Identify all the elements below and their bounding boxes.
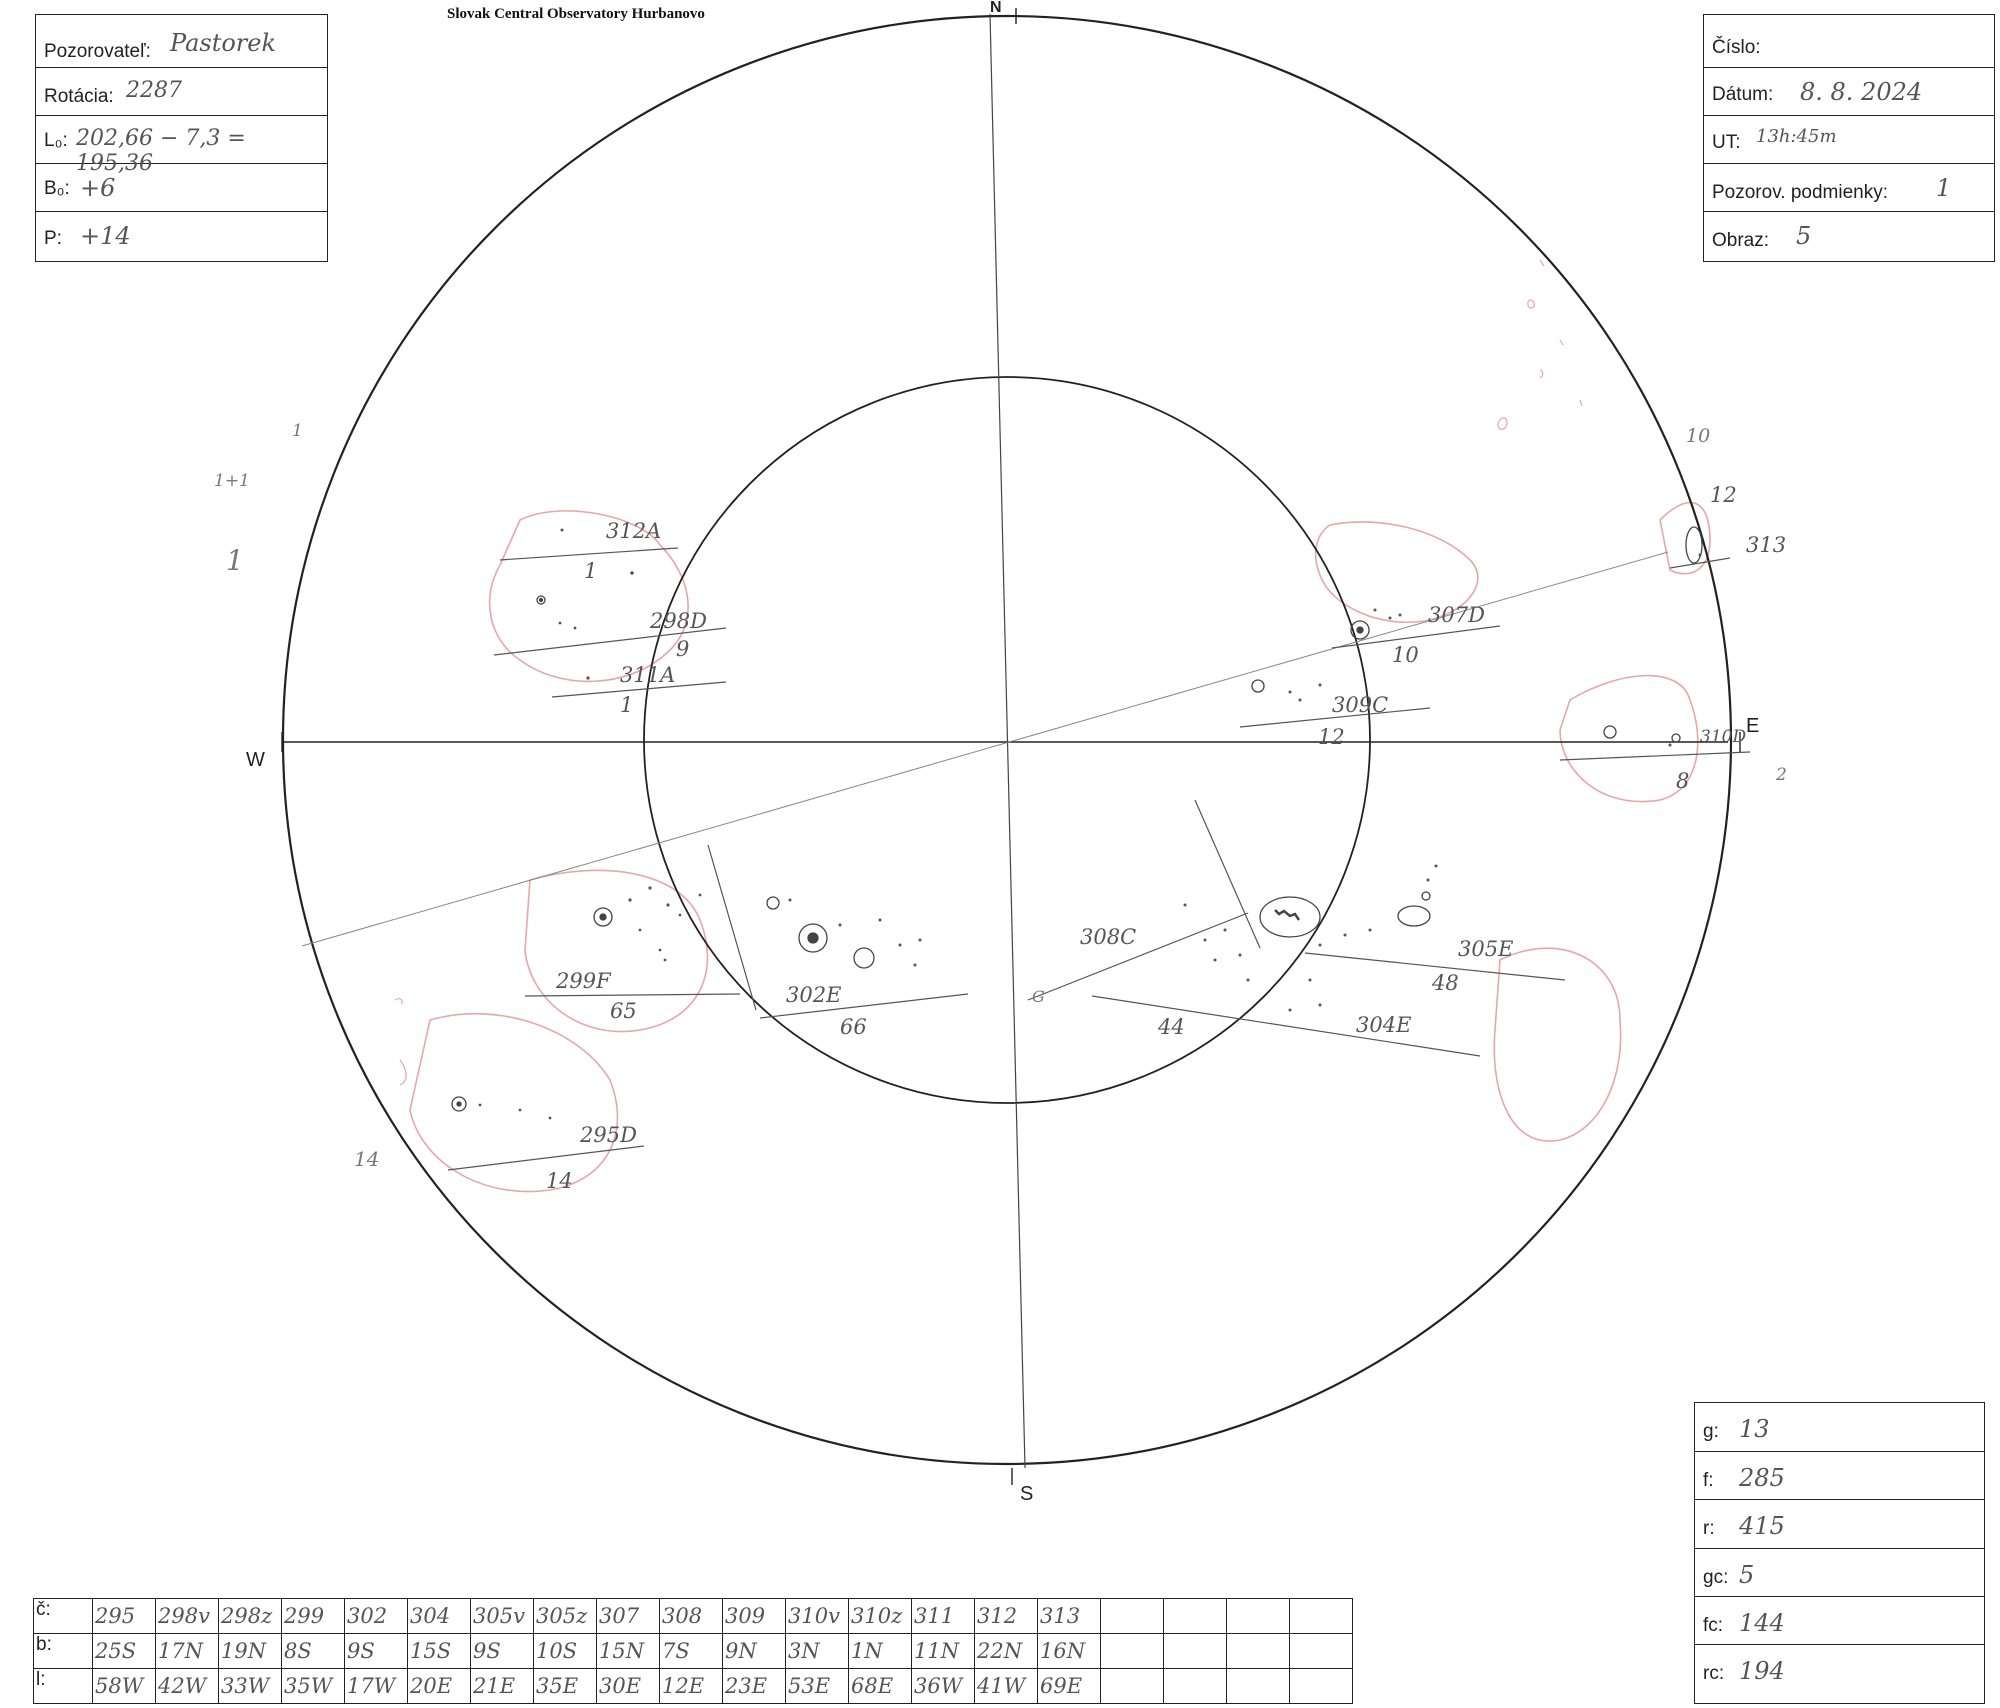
table-cell: 22N <box>975 1634 1038 1669</box>
group-label: 302E <box>786 983 842 1007</box>
table-cell: 312 <box>975 1599 1038 1634</box>
table-cell: 7S <box>660 1634 723 1669</box>
group-label: 305E <box>1458 937 1514 961</box>
east-label: E <box>1746 715 1760 737</box>
margin-note: 14 <box>354 1147 380 1171</box>
group-label: 308C <box>1080 925 1137 949</box>
table-cell <box>1101 1669 1164 1704</box>
summary-value: 13 <box>1739 1415 1770 1443</box>
table-cell <box>1164 1599 1227 1634</box>
table-cell: 36W <box>912 1669 975 1704</box>
table-cell <box>1290 1599 1353 1634</box>
summary-row <box>1695 1597 1984 1645</box>
table-cell: 305z <box>534 1599 597 1634</box>
group-label: 309C <box>1332 693 1389 717</box>
table-cell: 305v <box>471 1599 534 1634</box>
table-cell: 298v <box>156 1599 219 1634</box>
summary-value: 415 <box>1739 1512 1785 1540</box>
summary-row <box>1695 1403 1984 1452</box>
table-cell: 15S <box>408 1634 471 1669</box>
table-cell: 311 <box>912 1599 975 1634</box>
group-label: 311A <box>620 663 676 687</box>
summary-box <box>1694 1402 1985 1704</box>
margin-note: 2 <box>1776 765 1787 785</box>
table-cell: 23E <box>723 1669 786 1704</box>
summary-value: 194 <box>1739 1657 1785 1685</box>
table-cell: 8S <box>282 1634 345 1669</box>
summary-row <box>1695 1645 1984 1703</box>
group-count: 44 <box>1158 1015 1185 1039</box>
table-cell: 17W <box>345 1669 408 1704</box>
conditions-label: Pozorov. podmienky: <box>1712 182 1889 203</box>
group-count: 14 <box>546 1169 573 1193</box>
row-label: b: <box>34 1634 93 1669</box>
table-cell: 17N <box>156 1634 219 1669</box>
group-count: 1 <box>620 693 634 717</box>
summary-label: gc: <box>1703 1567 1729 1588</box>
summary-label: fc: <box>1703 1615 1724 1636</box>
table-cell: 33W <box>219 1669 282 1704</box>
image-value: 5 <box>1796 222 1812 250</box>
table-cell: 30E <box>597 1669 660 1704</box>
group-label: 313 <box>1746 533 1787 557</box>
table-cell: 9S <box>345 1634 408 1669</box>
observer-label: Pozorovateľ: <box>44 41 151 62</box>
margin-note: 1 <box>226 544 244 577</box>
south-label: S <box>1020 1483 1034 1505</box>
table-cell: 41W <box>975 1669 1038 1704</box>
b0-label: B₀: <box>44 178 70 199</box>
table-cell: 308 <box>660 1599 723 1634</box>
margin-note: 1 <box>292 421 303 441</box>
l0-value: 202,66 − 7,3 = 195,36 <box>76 126 246 176</box>
ut-value: 13h:45m <box>1756 126 1837 147</box>
group-count: 66 <box>840 1015 867 1039</box>
group-labels <box>546 483 1786 1193</box>
table-cell: 42W <box>156 1669 219 1704</box>
group-label: 310D <box>1700 727 1747 747</box>
table-cell <box>1290 1634 1353 1669</box>
group-label: 307D <box>1428 603 1485 627</box>
table-cell: 19N <box>219 1634 282 1669</box>
l0-label: L₀: <box>44 130 68 151</box>
summary-label: r: <box>1703 1518 1715 1539</box>
groups-table <box>33 1598 1353 1704</box>
summary-row <box>1695 1500 1984 1549</box>
margin-notes <box>214 421 1787 1171</box>
table-cell: 11N <box>912 1634 975 1669</box>
table-cell: 69E <box>1038 1669 1101 1704</box>
summary-label: f: <box>1703 1470 1714 1491</box>
group-count: 65 <box>610 999 637 1023</box>
summary-label: rc: <box>1703 1663 1725 1684</box>
observer-value: Pastorek <box>170 29 277 57</box>
summary-value: 5 <box>1739 1561 1755 1589</box>
table-cell: 310v <box>786 1599 849 1634</box>
table-row <box>34 1599 1353 1634</box>
date-label: Dátum: <box>1712 84 1774 105</box>
date-value: 8. 8. 2024 <box>1800 78 1923 106</box>
table-cell: 302 <box>345 1599 408 1634</box>
table-cell: 3N <box>786 1634 849 1669</box>
table-cell <box>1164 1634 1227 1669</box>
table-cell: 304 <box>408 1599 471 1634</box>
group-label: 304E <box>1356 1013 1412 1037</box>
table-cell <box>1227 1634 1290 1669</box>
west-label: W <box>246 749 265 771</box>
p-angle-label: P: <box>44 228 62 249</box>
table-cell: 35E <box>534 1669 597 1704</box>
table-cell: 10S <box>534 1634 597 1669</box>
group-count: 1 <box>584 559 598 583</box>
conditions-value: 1 <box>1936 174 1952 202</box>
group-count: 10 <box>1392 643 1419 667</box>
summary-row <box>1695 1549 1984 1597</box>
table-cell: 299 <box>282 1599 345 1634</box>
group-label: 299F <box>556 969 611 993</box>
table-cell: 25S <box>93 1634 156 1669</box>
faculae-marks <box>395 260 1582 1085</box>
table-cell: 307 <box>597 1599 660 1634</box>
table-cell: 9N <box>723 1634 786 1669</box>
faculae-outlines <box>410 503 1710 1192</box>
table-cell: 35W <box>282 1669 345 1704</box>
image-label: Obraz: <box>1712 230 1770 251</box>
north-south-axis <box>990 14 1025 1468</box>
group-label: 295D <box>580 1123 637 1147</box>
table-cell: 20E <box>408 1669 471 1704</box>
table-cell <box>1101 1634 1164 1669</box>
table-row <box>34 1634 1353 1669</box>
row-label: l: <box>34 1669 93 1704</box>
group-count: 48 <box>1432 971 1459 995</box>
group-count: 12 <box>1710 483 1737 507</box>
group-label: 312A <box>606 519 662 543</box>
page-title: Slovak Central Observatory Hurbanovo <box>447 6 705 22</box>
table-cell: 58W <box>93 1669 156 1704</box>
table-cell: 313 <box>1038 1599 1101 1634</box>
summary-value: 144 <box>1739 1609 1785 1637</box>
ut-label: UT: <box>1712 132 1741 153</box>
p-angle-value: +14 <box>80 222 131 250</box>
table-cell <box>1227 1669 1290 1704</box>
summary-row <box>1695 1452 1984 1500</box>
table-cell <box>1227 1599 1290 1634</box>
table-cell: 309 <box>723 1599 786 1634</box>
table-cell: 15N <box>597 1634 660 1669</box>
table-cell: 16N <box>1038 1634 1101 1669</box>
group-underlines <box>448 548 1750 1170</box>
summary-label: g: <box>1703 1421 1719 1442</box>
rotation-value: 2287 <box>126 78 182 103</box>
table-cell: 298z <box>219 1599 282 1634</box>
table-cell: 1N <box>849 1634 912 1669</box>
table-cell <box>1164 1669 1227 1704</box>
group-count: 8 <box>1676 769 1690 793</box>
rotation-label: Rotácia: <box>44 86 114 107</box>
summary-value: 285 <box>1739 1464 1785 1492</box>
sunspot-sketches <box>452 527 1702 1111</box>
north-label: N <box>990 0 1002 16</box>
table-cell <box>1290 1669 1353 1704</box>
table-cell: 53E <box>786 1669 849 1704</box>
table-cell: 12E <box>660 1669 723 1704</box>
table-cell: 310z <box>849 1599 912 1634</box>
b0-value: +6 <box>80 174 116 202</box>
row-label: č: <box>34 1599 93 1634</box>
table-cell <box>1101 1599 1164 1634</box>
table-row <box>34 1669 1353 1704</box>
table-cell: 68E <box>849 1669 912 1704</box>
number-label: Číslo: <box>1712 37 1761 58</box>
table-cell: 9S <box>471 1634 534 1669</box>
group-count: 9 <box>676 637 690 661</box>
group-count: 12 <box>1318 725 1345 749</box>
group-label: 298D <box>650 609 707 633</box>
margin-note: 1+1 <box>214 471 250 491</box>
margin-note: G <box>1032 987 1045 1006</box>
margin-note: 10 <box>1686 425 1711 447</box>
table-cell: 21E <box>471 1669 534 1704</box>
table-cell: 295 <box>93 1599 156 1634</box>
